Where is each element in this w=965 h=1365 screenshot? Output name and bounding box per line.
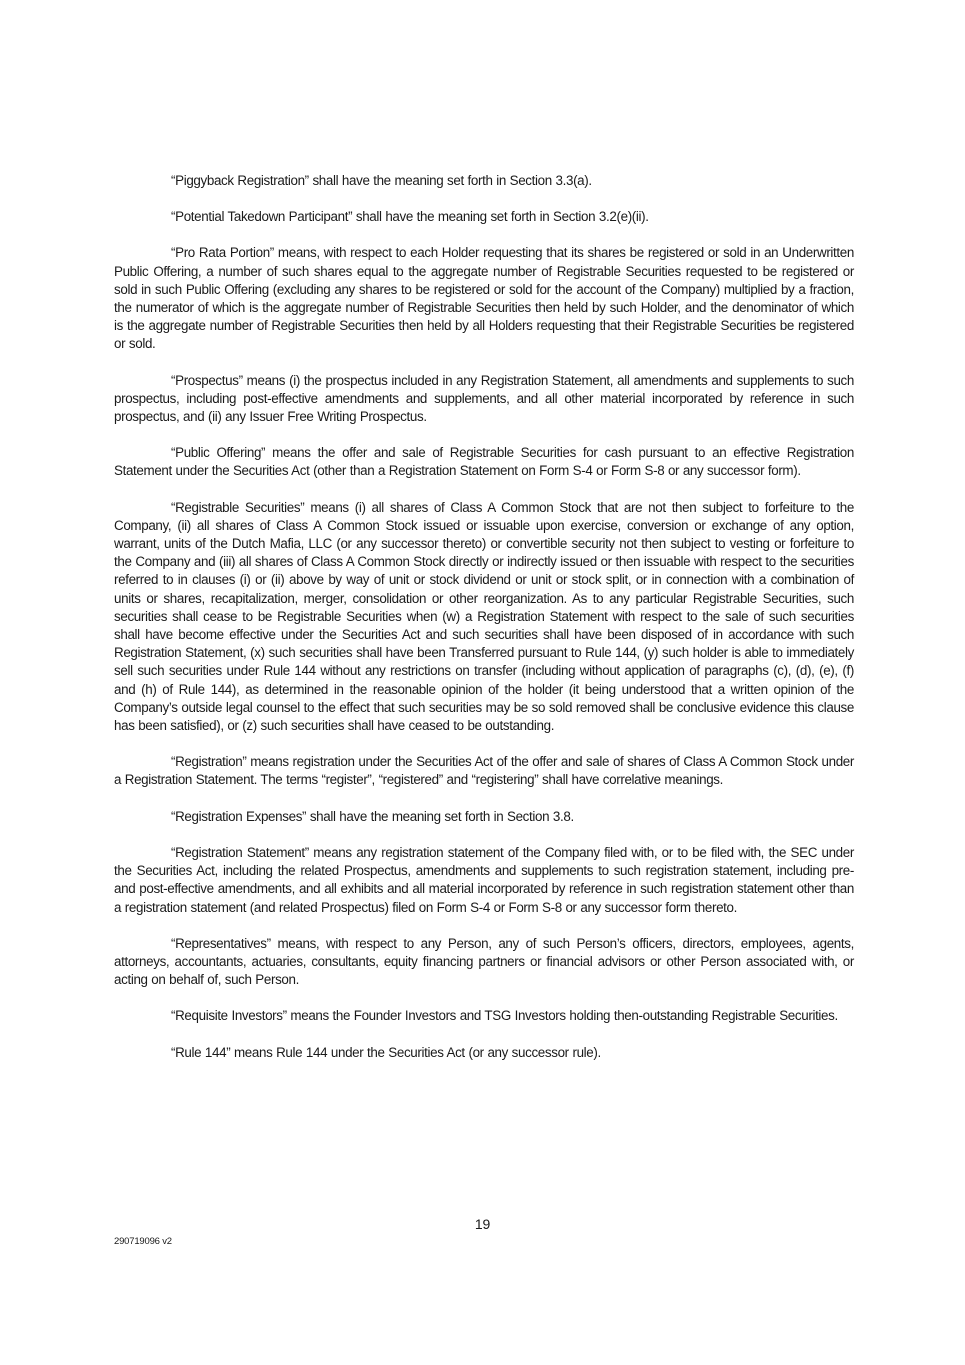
definitions-body bbox=[114, 172, 854, 1080]
definition-pro-rata-portion: “Pro Rata Portion” means, with respect to each Holder requesting that its shares be registered or sold in an Underwritten Public Offering, a number of such shares equal to the aggregate number of Registrable Securities requested to be registered or sold in such Public Offering (excluding any shares to be registered or sold for the account of the Company) multiplied by a fraction, the numerator of which is the aggregate number of Registrable Securities then held by such Holder, and the denominator of which is the aggregate number of Registrable Securities then held by all Holders requesting that their Registrable Securities be registered or sold. bbox=[114, 245, 854, 352]
page-number: 19 bbox=[474, 1216, 491, 1232]
definition-piggyback-registration: “Piggyback Registration” shall have the meaning set forth in Section 3.3(a). bbox=[171, 173, 592, 188]
definition-registration-statement: “Registration Statement” means any registration statement of the Company filed with, or to be filed with, the SEC under the Securities Act, including the related Prospectus, amendments and supplements to such registration statement, including pre- and post-effective amendments, and all exhibits and all material incorporated by reference in such registration statement other than a registration statement (and related Prospectus) filed on Form S-4 or Form S-8 or any successor form thereto. bbox=[114, 844, 854, 915]
definition-registrable-securities: “Registrable Securities” means (i) all shares of Class A Common Stock that are not then subject to forfeiture to the Company, (ii) all shares of Class A Common Stock issued or issuable upon exercise, conversion or exchange of any option, warrant, units of the Dutch Mafia, LLC (or any successor thereto) or convertible security not then subject to vesting or forfeiture to the Company and (iii) all shares of Class A Common Stock directly or indirectly issued or then issuable with respect to the securities referred to in clauses (i) or (ii) above by way of unit or stock dividend or unit or stock split, or in connection with a combination of units or shares, recapitalization, merger, consolidation or other reorganization. As to any particular Registrable Securities, such securities shall cease to be Registrable Securities when (w) a Registration Statement with respect to the sale of such securities shall have become effective under the Securities Act and such securities shall have been disposed of in accordance with such Registration Statement, (x) such securities shall have been Transferred pursuant to Rule 144, (y) such holder is able to immediately sell such securities under Rule 144 without any restrictions on transfer (including without application of paragraphs (c), (d), (e), (f) and (h) of Rule 144), as determined in the reasonable opinion of the holder (it being understood that a written opinion of the Company’s outside legal counsel to the effect that such securities may be so sold removed shall be conclusive evidence this clause has been satisfied), or (z) such securities shall have ceased to be outstanding. bbox=[114, 499, 854, 734]
definition-prospectus: “Prospectus” means (i) the prospectus included in any Registration Statement, all amendments and supplements to such prospectus, including post-effective amendments and supplements, and all other material incorporated by reference in such prospectus, and (ii) any Issuer Free Writing Prospectus. bbox=[114, 372, 854, 425]
definition-potential-takedown-participant: “Potential Takedown Participant” shall have the meaning set forth in Section 3.2(e)(ii). bbox=[171, 209, 649, 225]
definition-representatives: “Representatives” means, with respect to any Person, any of such Person’s officers, directors, employees, agents, attorneys, accountants, actuaries, consultants, equity financing partners or financial advisors or other Person associated with, or acting on behalf of, such Person. bbox=[114, 935, 854, 988]
definition-public-offering: “Public Offering” means the offer and sale of Registrable Securities for cash pursuant to an effective Registration Statement under the Securities Act (other than a Registration Statement on Form S-4 or Form S-8 or any successor form). bbox=[114, 445, 854, 479]
definition-rule-144: “Rule 144” means Rule 144 under the Securities Act (or any successor rule). bbox=[171, 1044, 601, 1060]
definition-requisite-investors: “Requisite Investors” means the Founder Investors and TSG Investors holding then-outstanding Registrable Securities. bbox=[171, 1008, 838, 1024]
document-id: 290719096 v2 bbox=[114, 1236, 172, 1247]
definition-registration: “Registration” means registration under the Securities Act of the offer and sale of shares of Class A Common Stock under a Registration Statement. The terms “register”, “registered” and “registering” shall have correlative meanings. bbox=[114, 754, 854, 788]
definition-registration-expenses: “Registration Expenses” shall have the meaning set forth in Section 3.8. bbox=[171, 808, 574, 824]
